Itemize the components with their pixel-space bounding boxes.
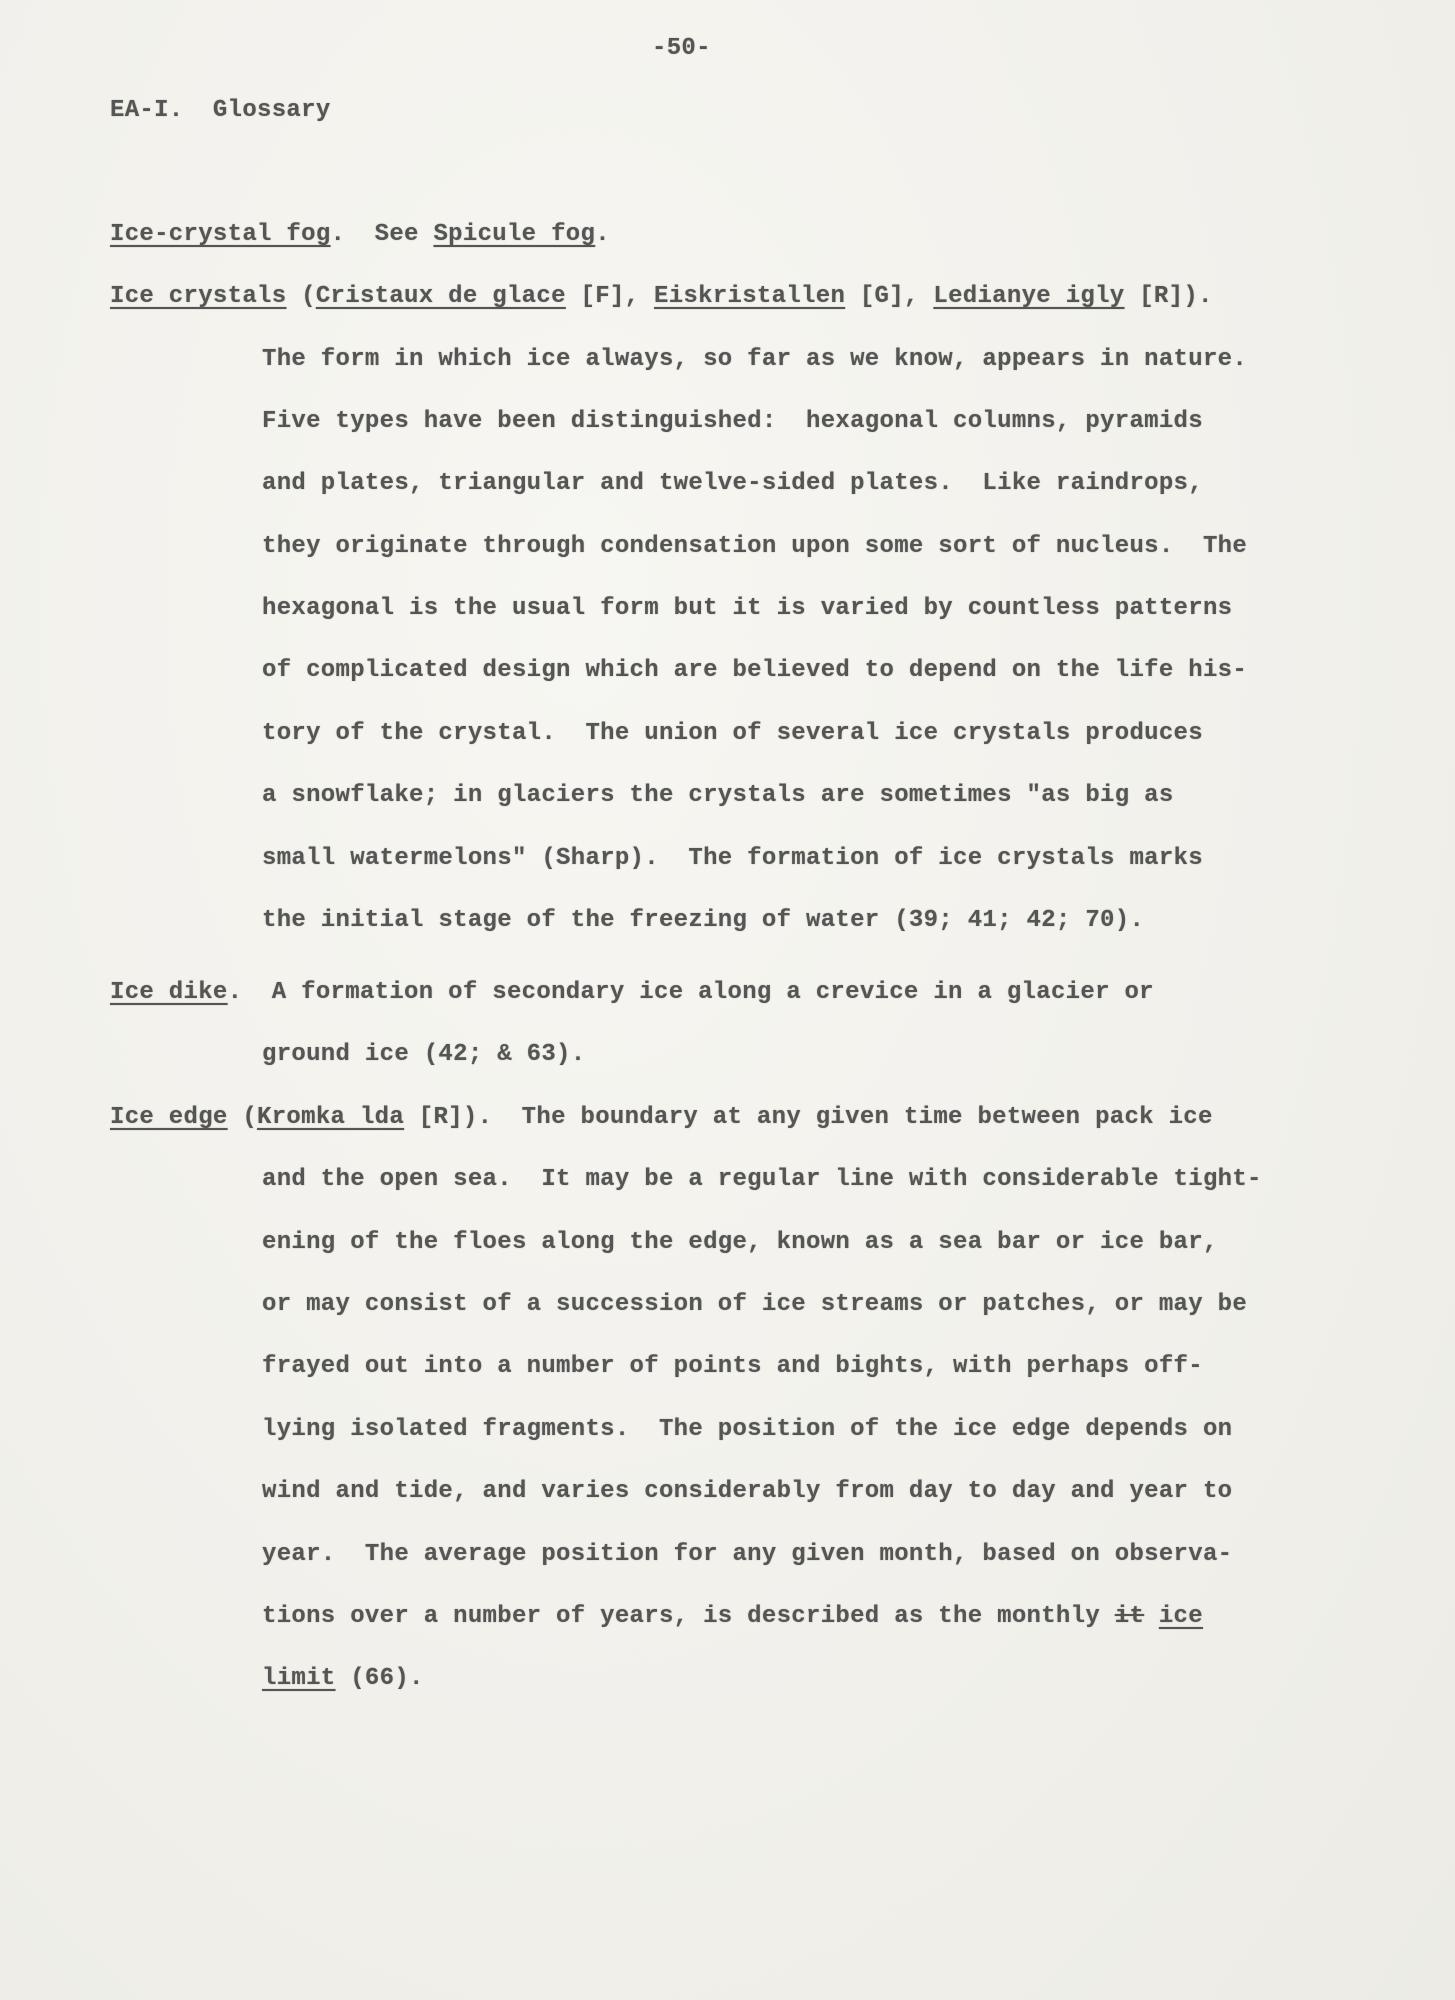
definition-line: a snowflake; in glaciers the crystals are sometimes "as big as [262, 782, 1174, 809]
definition-line: and plates, triangular and twelve-sided plates. Like raindrops, [262, 470, 1203, 497]
term-ice-dike: Ice dike [110, 979, 228, 1006]
french-term: Cristaux de glace [315, 283, 566, 310]
definition-line [262, 1602, 1203, 1632]
entry-ice-crystals [110, 282, 1213, 312]
definition-line: lying isolated fragments. The position of the ice edge depends on [262, 1416, 1233, 1443]
term-ice-crystals: Ice crystals [110, 283, 287, 310]
definition-line: they originate through condensation upon some sort of nucleus. The [262, 533, 1248, 560]
definition-line: tory of the crystal. The union of several ice crystals produces [262, 720, 1203, 747]
entry-ice-crystal-fog [110, 220, 610, 250]
russian-tag: [R]). [1124, 283, 1213, 310]
term-ice-crystal-fog: Ice-crystal fog [110, 221, 331, 248]
definition-line: wind and tide, and varies considerably from day to day and year to [262, 1478, 1233, 1505]
entry-ice-dike [110, 978, 1154, 1008]
section-heading: EA-I. Glossary [110, 97, 331, 124]
russian-term: Ledianye igly [933, 283, 1125, 310]
see-text: . See [330, 221, 434, 248]
french-tag: [F], [565, 283, 655, 310]
definition-line: of complicated design which are believed to depend on the life his- [262, 657, 1248, 684]
definition-line: The form in which ice always, so far as we know, appears in nature. [262, 346, 1248, 373]
line-text: tions over a number of years, is described as the monthly [262, 1603, 1115, 1630]
cross-reference: Spicule fog [433, 221, 596, 248]
struck-out-text: it [1114, 1603, 1145, 1630]
definition-line: frayed out into a number of points and bights, with perhaps off- [262, 1353, 1203, 1380]
definition-line: small watermelons" (Sharp). The formation of ice crystals marks [262, 845, 1203, 872]
definition-line: hexagonal is the usual form but it is varied by countless patterns [262, 595, 1233, 622]
ice-limit-ref-part1: ice [1158, 1603, 1203, 1630]
german-tag: [G], [845, 283, 934, 310]
russian-term: Kromka lda [257, 1104, 405, 1131]
entry-ice-edge [110, 1103, 1213, 1133]
ice-limit-ref-part2: limit [262, 1665, 336, 1692]
term-ice-edge: Ice edge [110, 1104, 228, 1131]
definition-line: year. The average position for any given month, based on observa- [262, 1541, 1233, 1568]
citation: (66). [335, 1665, 424, 1692]
paren-open: ( [286, 283, 316, 310]
german-term: Eiskristallen [654, 283, 846, 310]
definition-start: [R]). The boundary at any given time between pack ice [404, 1104, 1213, 1131]
definition-start: . A formation of secondary ice along a crevice in a glacier or [227, 979, 1154, 1006]
definition-line [262, 1664, 424, 1694]
definition-line: and the open sea. It may be a regular line with considerable tight- [262, 1166, 1262, 1193]
definition-line: Five types have been distinguished: hexagonal columns, pyramids [262, 408, 1203, 435]
definition-line: or may consist of a succession of ice streams or patches, or may be [262, 1291, 1248, 1318]
paren-open: ( [227, 1104, 258, 1131]
definition-line: ening of the floes along the edge, known as a sea bar or ice bar, [262, 1229, 1218, 1256]
entry-end: . [595, 221, 610, 248]
definition-line: the initial stage of the freezing of water (39; 41; 42; 70). [262, 907, 1145, 934]
page-number: -50- [652, 35, 711, 62]
definition-line: ground ice (42; & 63). [262, 1041, 586, 1068]
